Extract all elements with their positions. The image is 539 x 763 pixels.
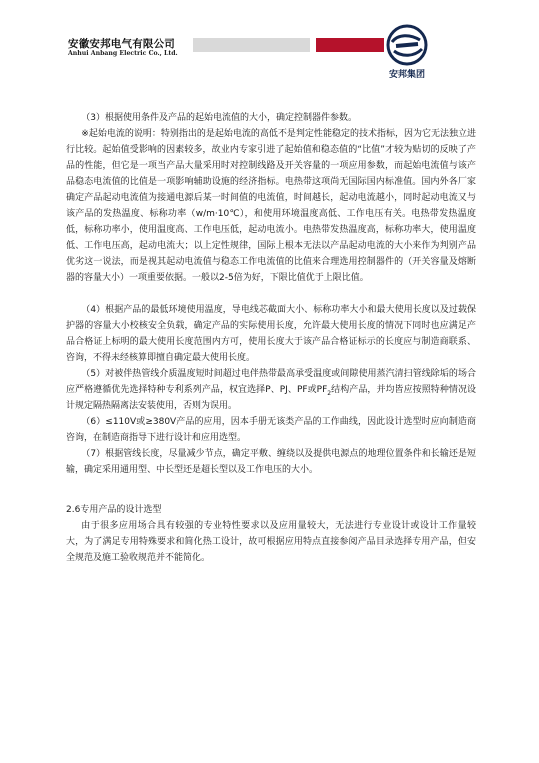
section-text: 由于很多应用场合具有较强的专业特性要求以及应用量较大，无法进行专业设计或设计工作量较大，为了满足专用特殊要求和简化热工设计，故可根据应用特点直接参阅产品目录选择专用产品，但安全规范及施工验收规范并不能简化。 bbox=[66, 521, 476, 563]
paragraph-4: （4）根据产品的最低环境使用温度，导电线芯截面大小、标称功率大小和最大使用长度以及过载保护器的容量大小校核安全负载，确定产品的实际使用长度，允许最大使用长度的情况下同时也应满足产品合格证上标明的最大使用长度范围内方可，使用长度大于该产品合格证标示的长度应与制造商联系、咨询，不得未经核算即擅自确定最大使用长度。 bbox=[66, 305, 476, 363]
header-red-bar bbox=[316, 38, 384, 52]
paragraph-5 bbox=[66, 366, 476, 414]
paragraph-7: （7）根据管线长度，尽量减少节点，确定平敷、缠绕以及提供电源点的地理位置条件和长输还是短输，确定采用通用型、中长型还是超长型以及工作电压的大小。 bbox=[66, 449, 476, 475]
paragraph-5-text-b: 结构产品，并均皆应按照特种情况设计规定隔热隔离法安装使用，否则为误用。 bbox=[66, 385, 476, 411]
starting-current-note: ※起始电流的说明：特别指出的是起始电流的高低不是判定性能稳定的技术指标，因为它无法独立进行比较。起始值受影响的因素较多，故业内专家引进了起始值和稳态值的“比值”才较为贴切的反映了产品的性能，但它是一项当产品大量采用时对控制线路及开关容量的一项应用参数，而起始电流值与该产品稳态电流值的比值是一项影响辅助设施的经济指标。电热带这项尚无国际国内标准值。国内外各厂家确定产品起动电流值为接通电源后某一时间值的电流值，时间越长，起动电流越小，同时起动电流又与该产品的发热温度、标称功率（w/m·10℃），和使用环境温度高低、工作电压有关。电热带发热温度低，标称功率小，使用温度高、工作电压低，起动电流小。电热带发热温度高，标称功率大，使用温度低、工作电压高，起动电流大；以上定性规律，国际上根本无法以产品起动电流的大小来作为判别产品优劣这一说法，而是视其起动电流值与稳态工作电流值的比值来合理选用控制器件的（开关容量及熔断器的容量大小）一项重要依据。一般以2-5倍为好，下限比值优于上限比值。 bbox=[66, 129, 476, 283]
paragraph-3: （3）根据使用条件及产品的起始电流值的大小，确定控制器件参数。 bbox=[81, 113, 358, 123]
header-gray-bar bbox=[193, 38, 310, 52]
company-name-english: Anhui Anbang Electric Co., Ltd. bbox=[68, 50, 178, 57]
section-title: 2.6专用产品的设计选型 bbox=[66, 505, 162, 515]
anbang-logo-icon bbox=[386, 24, 428, 66]
paragraph-6: （6）≤110V或≥380V产品的应用，因本手册无该类产品的工作曲线，因此设计选型时应向制造商咨询，在制造商指导下进行设计和应用选型。 bbox=[66, 417, 476, 443]
brand-name: 安邦集团 bbox=[389, 70, 426, 80]
paragraph-5-subscript: 2 bbox=[327, 389, 332, 397]
document-body bbox=[66, 110, 476, 566]
company-name-chinese: 安徽安邦电气有限公司 bbox=[68, 38, 175, 50]
page-header bbox=[0, 0, 539, 90]
paragraph-5-text-a: （5）对被伴热管线介质温度短时间超过电伴热带最高承受温度或间隙使用蒸汽清扫管线除垢的场合应严格遵循优先选择特种专利系列产品，权宜选择P、PJ、PF或PF bbox=[66, 369, 476, 395]
